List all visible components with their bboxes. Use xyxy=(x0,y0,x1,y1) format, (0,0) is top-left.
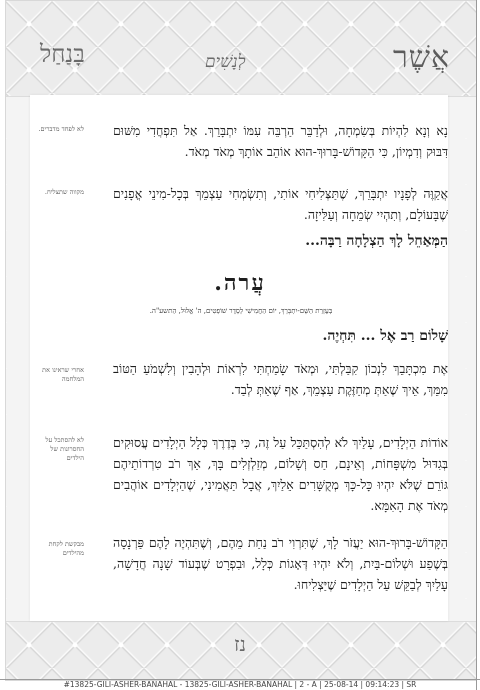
letter-date-line: בְּעֶזְרַת הַשֵּׁם-יִתְבָּרֵךְ, יוֹם הַחֲמִישִׁי לְסֵדֶר שׁוֹפְטִים, ה' אֱלוּל, הַתשע"ה. xyxy=(149,307,333,315)
greeting-line: שָׁלוֹם רַב אֶל ... תִּחְיֶה. xyxy=(322,328,448,344)
print-footer: #13825-GILI-ASHER-BANAHAL - 13825-GILI-ASHER-BANAHAL | 2 - A | 25-08-14 | 09:14:23 | SR xyxy=(63,680,417,689)
letter-title: עֲרה. xyxy=(214,270,266,296)
header-place: בָּנַחַל xyxy=(40,40,85,68)
letter-paragraph-3: הַקָּדוֹשׁ-בָּרוּךְ-הוּא יַעֲזֹר לָךְ, שֶׁתִּרְוִי רֹב נַחַת מֵהֶם, וְשֶׁתִּהְיֶה לָהֶם פַּרְנָסָה בְּשֶׁפַע וּשְׁלוֹם-בַּיִת, וְלֹא יִהְיוּ דְּאָגוֹת כְּלָל, וּבִפְרָט שֶׁבְּעוֹד שָׁנָה חֲדָשָׁה, עָלַיִךְ לְבַקֵּשׁ עַל הַיְלָדִים שֶׁיַּצְלִיחוּ. xyxy=(113,535,448,592)
margin-note-4: לא להסתכל על החסרונות של הילדים xyxy=(45,436,84,462)
margin-note-2: מקווה שתצליח. xyxy=(44,188,84,196)
paragraph-2: אֲקַוֶּה לְפָנָיו יִתְבָּרֵךְ, שֶׁתַּצְּלִיחִי אוֹתִי, וְתִשְׂמְחִי עַצְמֵךְ בְּכָל-מִינֵי אֳפָנִים שֶׁבָּעוֹלָם, וְתִהְיִי שְׂמֵחָה וְעַלִּיזָה. xyxy=(113,186,448,222)
margin-note-5: מבקשת לקחת מהילדים xyxy=(48,540,84,557)
header-subtitle: לְנָשִׁים xyxy=(205,52,246,72)
page-number: נז xyxy=(233,632,247,656)
paragraph-1: נָא וְנָא לִהְיוֹת בְּשִׂמְחָה, וּלְדַבֵּר הַרְבֵּה עִמּוֹ יִתְבָּרֵךְ. אַל תִּפְחֲדִי מִשּׁוּם דִּבּוּק וְדִמְיוֹן, כִּי הַקָּדוֹשׁ-בָּרוּךְ-הוּא אוֹהֵב אוֹתָךְ מְאֹד מְאֹד. xyxy=(113,123,448,159)
margin-note-1: לא לפחד מדברים. xyxy=(38,125,84,133)
margin-note-3: אחרי שראינו את המלחמה xyxy=(42,366,84,383)
letter-paragraph-1: אֶת מִכְתָּבֵךְ לִנְכוֹן קִבַּלְתִּי, וּמְאֹד שָׂמַחְתִּי לִרְאוֹת וּלְהָבִין וְלִשְׁמֹעַ הַטּוֹב מִמֵּךְ, אֵיךְ שֶׁאַתְּ מְחַזֶּקֶת עַצְמֵךְ, אַף שֶׁאַתְּ לְבַד. xyxy=(113,361,448,397)
crop-mark-vertical xyxy=(476,0,477,690)
header-title: אֲשֶׁר xyxy=(393,40,450,75)
blessing-line: הַמְּאַחֵל לָךְ הַצְלָחָה רַבָּה... xyxy=(305,233,448,249)
letter-paragraph-2: אוֹדוֹת הַיְלָדִים, עָלַיִךְ לֹא לְהִסְתַּכֵּל עַל זֶה, כִּי בְּדֶרֶךְ כְּלָל הַיְלָדִים עֲסוּקִים בְּגִדּוּל מִשְׁפָּחוֹת, וְאֵינָם, חַס וְשָׁלוֹם, מְזַלְזְלִים בָּךְ, אַךְ רֹב טִרְדוֹתֵיהֶם גּוֹרֵם שֶׁלֹּא יִהְיוּ כָּל-כָּךְ מְקֻשָּׁרִים אֵלַיִךְ, אֲבָל תַּאֲמִינִי, שֶׁהַיְלָדִים אוֹהֲבִים מְאֹד אֶת הָאִמָּא. xyxy=(113,435,448,513)
